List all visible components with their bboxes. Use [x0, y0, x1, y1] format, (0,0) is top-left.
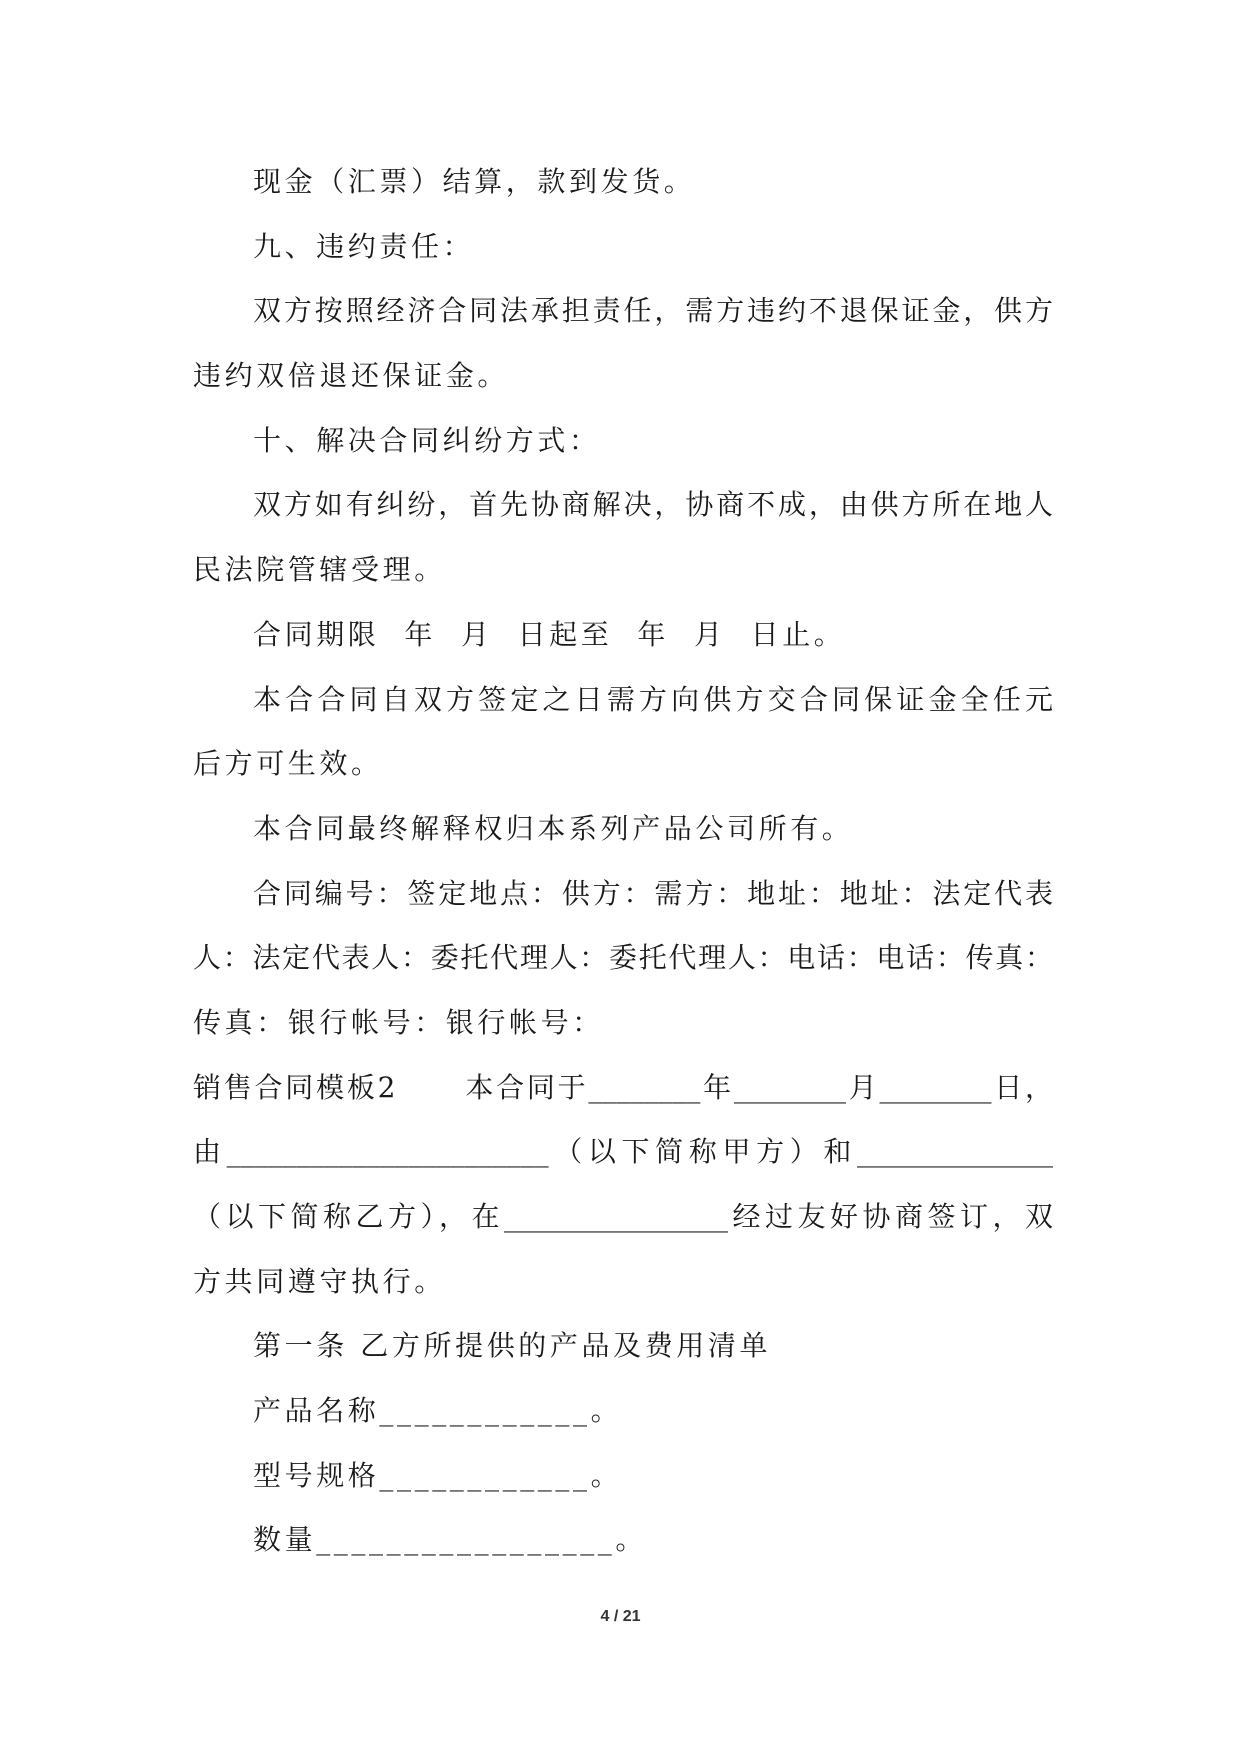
text-line: 双方如有纠纷，首先协商解决，协商不成，由供方所在地人 — [253, 488, 1053, 522]
text-line: 方共同遵守执行。 — [193, 1264, 446, 1298]
section-heading: 十、解决合同纠纷方式： — [253, 423, 601, 457]
text-line: 合同编号：签定地点：供方：需方：地址：地址：法定代表 — [253, 876, 1053, 910]
text-line: 传真：银行帐号：银行帐号： — [193, 1005, 604, 1039]
section-heading: 九、违约责任： — [253, 229, 475, 263]
page-number: 4 / 21 — [600, 1608, 641, 1625]
text-line: 本合同最终解释权归本系列产品公司所有。 — [253, 811, 854, 845]
text-line: 现金（汇票）结算，款到发货。 — [253, 165, 696, 198]
document-body — [193, 150, 1053, 1573]
text-line: 型号规格____________。 — [253, 1458, 623, 1492]
text-line: （以下简称乙方），在________________经过友好协商签订，双 — [193, 1200, 1053, 1233]
text-line: 数量_________________。 — [253, 1523, 648, 1557]
section-heading: 第一条 乙方所提供的产品及费用清单 — [253, 1329, 772, 1363]
text-line: 后方可生效。 — [193, 747, 383, 781]
text-line: 民法院管辖受理。 — [193, 553, 446, 587]
text-line: 由_______________________（以下简称甲方）和______________ — [193, 1135, 1053, 1169]
text-line: 产品名称____________。 — [253, 1394, 623, 1428]
text-line: 合同期限 年 月 日起至 年 月 日止。 — [253, 617, 846, 651]
text-line: 本合合同自双方签定之日需方向供方交合同保证金全任元 — [253, 682, 1053, 716]
text-line: 双方按照经济合同法承担责任，需方违约不退保证金，供方 — [253, 294, 1053, 328]
text-line: 销售合同模板2 本合同于________年________月________日， — [193, 1070, 1053, 1104]
text-line: 人：法定代表人：委托代理人：委托代理人：电话：电话：传真： — [193, 941, 1053, 975]
text-line: 违约双倍退还保证金。 — [193, 359, 510, 393]
